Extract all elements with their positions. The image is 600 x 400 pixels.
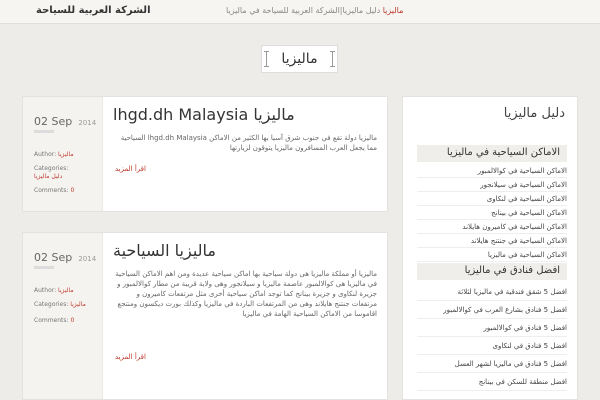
post-date xyxy=(34,110,96,129)
comments-label: Comments: xyxy=(34,317,69,324)
sidebar-link[interactable]: الاماكن السياحية في سيلانجور xyxy=(417,178,567,192)
author-label: Author: xyxy=(34,151,57,158)
post-excerpt: ماليزيا أو مملكة ماليزيا هى دولة سياحية بها اماكن سياحية عديدة ومن اهم الاماكن السياحية في ماليزيا هى كوالالمبور عاصمة ماليزيا و سيلانجور وهى ولاية قريبة من مطار كوالالمبور و جزيرة لنكاوى و جزيرة بينانج كما توجد اماكن سياحية أخرى مثل مرتفعات كاميرون و مرتفعات جنتنج هايلاند وهى من المرتفعات الباردة في ماليزيا وكذلك بورت ديكسون ومنتجع اقاموسا من الاماكن السياحية الهامة في ماليزيا xyxy=(115,270,377,318)
comments-count[interactable]: 0 xyxy=(70,317,75,324)
post-categories xyxy=(34,301,86,308)
post-date xyxy=(34,246,96,265)
sidebar-link[interactable]: الاماكن السياحية في كاميرون هايلاند xyxy=(417,220,567,234)
section-title-hotels: افضل فنادق في ماليزيا xyxy=(417,263,567,280)
sidebar-title: دليل ماليزيا xyxy=(503,106,565,121)
sidebar-link[interactable]: افضل 5 فنادق في لنكاوى xyxy=(417,337,567,355)
author-label: Author: xyxy=(34,287,57,294)
site-title[interactable]: الشركة العربية للسياحة xyxy=(36,5,151,16)
date-divider xyxy=(34,266,54,269)
post-date-year: 2014 xyxy=(78,119,97,127)
hotels-list xyxy=(417,283,567,391)
author-link[interactable]: ماليزيا xyxy=(58,287,74,294)
date-divider xyxy=(34,130,54,133)
attractions-list xyxy=(417,164,567,262)
categories-label: Categories: xyxy=(34,165,69,172)
post-comments xyxy=(34,317,74,324)
sidebar-link[interactable]: افضل 5 فنادق في ماليزيا لشهر العسل xyxy=(417,355,567,373)
sidebar-link[interactable]: افضل 5 فنادق في كوالالمبور xyxy=(417,319,567,337)
post-comments xyxy=(34,187,74,194)
post-date-year: 2014 xyxy=(78,255,97,263)
sidebar-link[interactable]: الاماكن السياحية في كوالالمبور xyxy=(417,164,567,178)
post-body xyxy=(113,233,377,399)
sidebar-link[interactable]: الاماكن السياحية في ماليزيا xyxy=(417,248,567,262)
author-link[interactable]: ماليزيا xyxy=(58,151,74,158)
sidebar xyxy=(402,96,578,400)
section-title-attractions: الاماكن السياحية في ماليزيا xyxy=(417,145,567,162)
title-bracket-left xyxy=(266,51,267,67)
tagline-highlight: ماليزيا xyxy=(382,6,404,15)
read-more-link[interactable]: اقرأ المزيد xyxy=(115,353,146,361)
post-card xyxy=(22,96,388,212)
post-title[interactable]: ماليزيا السياحية xyxy=(113,241,216,260)
sidebar-link[interactable]: الاماكن السياحية في جنتنج هايلاند xyxy=(417,234,567,248)
comments-label: Comments: xyxy=(34,187,69,194)
sidebar-link[interactable]: افضل 5 فنادق بشارع العرب في كوالالمبور xyxy=(417,301,567,319)
post-author xyxy=(34,151,74,158)
post-meta xyxy=(23,97,103,211)
sidebar-link[interactable]: الاماكن السياحية في لنكاوى xyxy=(417,192,567,206)
sidebar-link[interactable]: افضل منطقة للسكن في بينانج xyxy=(417,373,567,391)
post-title[interactable]: lhgd.dh Malaysia ماليزيا xyxy=(113,105,295,124)
post-excerpt: ماليزيا دولة تقع في جنوب شرق آسيا بها الكثير من الاماكن lhgd.dh Malaysia السياحية مما يجعل العرب المسافرون ماليزيا يتوقون لزيارتها xyxy=(120,134,377,152)
title-bracket-right xyxy=(332,51,333,67)
category-link[interactable]: دليل ماليزيا xyxy=(34,173,63,180)
page-title: ماليزيا xyxy=(281,51,318,67)
category-link[interactable]: ماليزيا xyxy=(70,301,86,308)
post-meta xyxy=(23,233,103,399)
post-body xyxy=(113,97,377,211)
sidebar-link[interactable]: الاماكن السياحية في بينانج xyxy=(417,206,567,220)
post-categories xyxy=(34,172,62,181)
site-tagline xyxy=(226,6,403,15)
post-date-day-month: 02 Sep xyxy=(34,115,73,128)
categories-label: Categories: xyxy=(34,301,69,308)
post-date-day-month: 02 Sep xyxy=(34,251,73,264)
top-bar xyxy=(0,0,600,24)
page-title-box xyxy=(261,45,338,73)
post-card xyxy=(22,232,388,400)
read-more-link[interactable]: اقرأ المزيد xyxy=(115,165,146,173)
tagline-text: دليل ماليزيا|الشركة العربية للسياحة في ماليزيا xyxy=(226,6,383,15)
post-author xyxy=(34,287,74,294)
comments-count[interactable]: 0 xyxy=(70,187,75,194)
sidebar-link[interactable]: افضل 5 شقق فندقية في ماليزيا لثلاثة xyxy=(417,283,567,301)
